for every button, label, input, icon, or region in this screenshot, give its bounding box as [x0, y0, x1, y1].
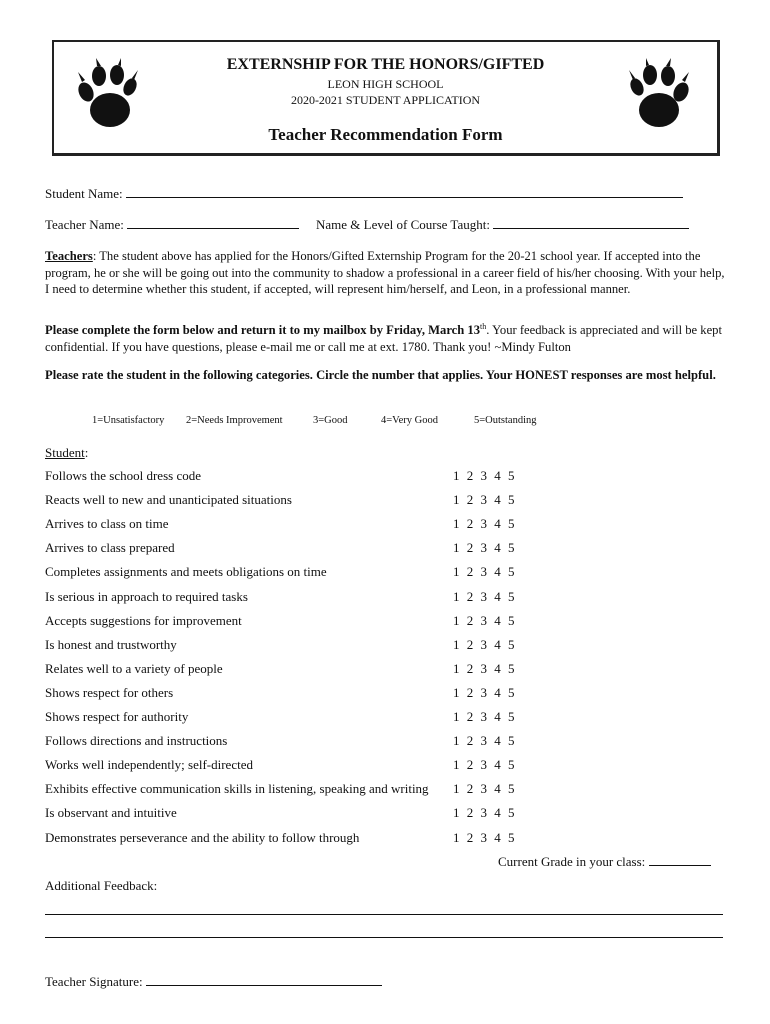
- criteria-label: Arrives to class prepared: [45, 540, 175, 556]
- current-grade-field[interactable]: [498, 853, 711, 870]
- criteria-row: [45, 468, 525, 488]
- criteria-row: [45, 516, 525, 536]
- deadline-sup: th: [480, 322, 487, 331]
- rating-options[interactable]: 1 2 3 4 5: [453, 660, 515, 676]
- teacher-name-field[interactable]: [45, 216, 299, 233]
- criteria-row: [45, 613, 525, 633]
- criteria-label: Relates well to a variety of people: [45, 660, 223, 676]
- rating-options[interactable]: 1 2 3 4 5: [453, 684, 515, 700]
- program-title: EXTERNSHIP FOR THE HONORS/GIFTED: [226, 56, 545, 73]
- rating-options[interactable]: 1 2 3 4 5: [453, 829, 515, 845]
- scale-2: 2=Needs Improvement: [186, 415, 283, 426]
- criteria-row: [45, 661, 525, 681]
- feedback-line-1[interactable]: [45, 914, 723, 915]
- criteria-label: Works well independently; self-directed: [45, 757, 253, 773]
- student-name-field[interactable]: [45, 185, 683, 202]
- scale-4: 4=Very Good: [381, 415, 438, 426]
- criteria-row: [45, 540, 525, 560]
- rating-options[interactable]: 1 2 3 4 5: [453, 492, 515, 508]
- criteria-label: Is serious in approach to required tasks: [45, 588, 248, 604]
- criteria-row: [45, 830, 525, 850]
- feedback-line-2[interactable]: [45, 937, 723, 938]
- instructions-text: . Your feedback is appreciated and will be kept confidential. If you have questions, please e-mail me or call me at ext. 1780. Thank you! ~Mindy Fulton: [45, 323, 722, 354]
- criteria-label: Arrives to class on time: [45, 516, 169, 532]
- rating-options[interactable]: 1 2 3 4 5: [453, 733, 515, 749]
- criteria-label: Is observant and intuitive: [45, 805, 177, 821]
- criteria-label: Shows respect for authority: [45, 709, 189, 724]
- scale-1: 1=Unsatisfactory: [92, 415, 165, 426]
- signature-label: Teacher Signature:: [45, 974, 143, 989]
- criteria-row: [45, 781, 525, 801]
- criteria-label: Completes assignments and meets obligations on time: [45, 564, 327, 580]
- intro-text: : The student above has applied for the Honors/Gifted Externship Program for the 20-21 school year. If accepted into the program, he or she will be going out into the community to shadow a professional in a career field of his/her choosing. With your help, I need to determine whether this student, if accepted, will represent him/herself, and Leon, in a professional manner.: [45, 249, 725, 296]
- form-title: Teacher Recommendation Form: [268, 125, 503, 144]
- criteria-label: Follows directions and instructions: [45, 733, 228, 749]
- scale-5: 5=Outstanding: [474, 415, 537, 426]
- rating-options[interactable]: 1 2 3 4 5: [453, 709, 515, 724]
- intro-paragraph: [45, 248, 725, 298]
- teachers-lead: Teachers: [45, 249, 93, 263]
- criteria-label: Is honest and trustworthy: [45, 636, 177, 652]
- instructions-paragraph: [45, 319, 725, 355]
- deadline-text: Please complete the form below and return it to my mailbox by Friday, March 13: [45, 323, 481, 338]
- rating-options[interactable]: 1 2 3 4 5: [453, 757, 515, 773]
- criteria-row: [45, 709, 525, 729]
- application-year: 2020-2021 STUDENT APPLICATION: [290, 93, 481, 107]
- criteria-row: [45, 589, 525, 609]
- rate-prompt: Please rate the student in the following categories. Circle the number that applies. Your HONEST responses are most helpful.: [45, 368, 716, 382]
- rating-options[interactable]: 1 2 3 4 5: [453, 588, 515, 604]
- student-heading: Student:: [45, 445, 89, 460]
- course-label: Name & Level of Course Taught:: [316, 217, 490, 232]
- criteria-row: [45, 685, 525, 705]
- rating-options[interactable]: 1 2 3 4 5: [453, 468, 515, 483]
- criteria-label: Reacts well to new and unanticipated situations: [45, 492, 292, 508]
- criteria-label: Shows respect for others: [45, 684, 174, 700]
- course-field[interactable]: [316, 216, 689, 233]
- student-name-label: Student Name:: [45, 186, 123, 201]
- criteria-label: Accepts suggestions for improvement: [45, 612, 242, 628]
- header-box: [52, 40, 720, 156]
- rating-options[interactable]: 1 2 3 4 5: [453, 781, 515, 797]
- rating-options[interactable]: 1 2 3 4 5: [453, 612, 515, 628]
- rating-options[interactable]: 1 2 3 4 5: [453, 564, 515, 580]
- scale-3: 3=Good: [313, 415, 348, 426]
- rating-options[interactable]: 1 2 3 4 5: [453, 516, 515, 532]
- current-grade-label: Current Grade in your class:: [498, 854, 646, 869]
- rating-options[interactable]: 1 2 3 4 5: [453, 805, 515, 821]
- criteria-row: [45, 757, 525, 777]
- teacher-name-label: Teacher Name:: [45, 217, 124, 232]
- rating-options[interactable]: 1 2 3 4 5: [453, 540, 515, 556]
- criteria-row: [45, 492, 525, 512]
- additional-feedback-label: Additional Feedback:: [45, 878, 158, 893]
- criteria-row: [45, 637, 525, 657]
- criteria-label: Exhibits effective communication skills in listening, speaking and writing: [45, 781, 429, 797]
- rating-options[interactable]: 1 2 3 4 5: [453, 636, 515, 652]
- criteria-row: [45, 564, 525, 584]
- criteria-label: Follows the school dress code: [45, 468, 201, 483]
- criteria-label: Demonstrates perseverance and the ability to follow through: [45, 829, 360, 845]
- teacher-signature-field[interactable]: [45, 973, 382, 990]
- criteria-row: [45, 805, 525, 825]
- criteria-row: [45, 733, 525, 753]
- school-name: LEON HIGH SCHOOL: [327, 77, 444, 91]
